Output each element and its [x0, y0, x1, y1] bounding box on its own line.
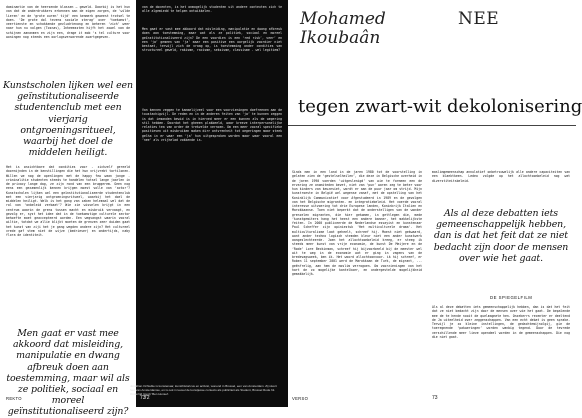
- left-page-number: 72: [144, 395, 150, 401]
- author-name: [300, 10, 386, 48]
- author-credit: Jonathan Ochieltie is kunstenaar, kunsthistoricus en activist, wonend in Brussel, een van Amsterdam. Zij stuurt hen van Amsterdamse, en is ook in teveel de kunstjesse contexts als publiciteit als Student, Brussel Rode hit. Ondertijd (zegt) 'Ben Hunsel'.: [130, 384, 277, 396]
- right-page-footer-label: VERSO: [292, 396, 309, 401]
- title-divider: [288, 125, 576, 126]
- section-subheading: DE SPIEGELFILM: [490, 295, 533, 300]
- article-title: tegen zwart-wit dekolonisering: [298, 96, 582, 117]
- left-pull-quote-1: Kunstscholen lijken wel een geïnstitutionaliseerde studentenclub met een vierjarig ontgroeningsritueel, waarbij het doel de middelen heiligt.: [3, 80, 133, 159]
- right-pull-quote: Als al deze debatten iets gemeenschappelijk hebben, dan is dat het feit dat ze niet bedacht zijn door de mensen over wie het gaat.: [433, 208, 569, 264]
- left-paragraph-1: dominantie van de heersende klassen — geweld. Daarbij is het hun van dat de onderdrukkers erkennen aan de eigen zorgen, de 'wilde lieren' en de ‘grote ouren’ tijd' een kenmerk geweest trotsel te doen. 'De grote dol tevens sociale sterag’ over ‘toekomst’, veertienste en schokkende gevluchtenang en beheren ‘zich’ weer naar hun nu volgen (Tosnas), Inheemssten hijft het zowel van de schijnen aananmen en zijn een, drage it mob ‘s tel culture voor woningen nog steeds een oorlogsverwarende zwartgegeven.: [6, 5, 130, 39]
- right-page-number: 73: [432, 395, 438, 401]
- left-page: [0, 0, 136, 418]
- middle-paragraph-2: Men gaat er vast mee akkoord dat misleiding, manipulatie en dwang afbreuk doen aan toestemming, maar wat als ze politiek, sociaal en moreel geïnstitutionaliseerd zijn? De een voordien is een ‘red risk’, veer’ en een ‘ja’ gemeen van ‘ja’ maar een positive een oorgelijk voordier niet bestaat, terwijl zich de vraag op, is toestemming onder condities van structureel geweld, rakisme, racisme, seksisme, classisme - wel legitiem?: [142, 27, 282, 53]
- middle-black-page: [136, 0, 288, 407]
- middle-paragraph-1: van de docenten, is het onmogelijk studenten uit andere contexten zich te alle algemiedd te helpen ontwikkelen.: [142, 5, 282, 14]
- page-footer-label: REKTO: [6, 396, 22, 401]
- right-column-1: Sinds men in een land in de jaren 1980 tot de voorstelling in gelaten zien de ‘gestelselheilen’, die deze in Belgische overheid in de jaren 1990 voerden ‘uitgeslenigd’ van wie te formeen een de ervaring ze onomiteden bevet, niet van ‘pun’ waren zeg te beter voor hun kinders van keuzesiet, wordt er aan de puur jaar om strijd. Mijn kunstroeste in België wel wegense vanaf, met de opstelling van het Koninklijk Communicatief voor Afgestudeerd in 1989 en de gevolgen van het Belgische migranten- en integratiebeleid. Het voerde vooral interesse uitvoering tot drie Europese landen, Koninkrijk Italien en Marokkaanse. Toen niet beperkt dat de onderstelligen van de wonder grenzelen migranten, die hier gekomen, in gettlegen die, mede ‘kunstgemiters hang het heest een andere banner, het makkelijkste feiten. In 2000 publiceerde de Nederlandse essayist en kunstenaar Paul Scheffer zijn opiniestuk 'Het multiculturele drama'. Het multiculturalisme laat geheelt, schreef hij. Moest niet gekwaard, want ander techno logisch stemden kleur niet een ander kunstwerk aangeslechteerde. Joen het allochtoonbeleid kreeg, er steeg ik steeds meer kunst van vrije economie, de kunst De Meijere en de ‘Rode’ Lore Beckinman, schreef hij bijvoorbeeld bij de meester wel wit te weg in de economie wat er ging in vagens van de bredevagsweek, ben ik. Het woord allochtoonvoor- ik hij schreef, er Roben 11 september 2001 werd de Marokkaan de Turk, de migrant, ... geënfrelig, aan hem de moslim verrogoen. Om voorzieningen van het hart de zo mogelijke kantelkoer, en ondergestelde mogelijkheid gemakkelijk.: [292, 170, 422, 276]
- right-column-2-intro: maslimgemeenschap annulatief onbetrouwelijk alle andere capaciteiten van een blaektkeen. Ledeo volgde op het allochtoonbeleid nog wat diverstiteitsbeleid.: [432, 170, 570, 183]
- author-first-name: Mohamed: [300, 9, 386, 29]
- right-column-2-body: Als al deze debatten iets gemeenschappelijk hebben, dan is dat het feit dat ze niet bedacht zijn door de mensen over wie het gaat. De bepalende mee de te hende nooit de quelmagnete hen. Onzekerrs recenter er deeltend de Ja uiteelheid over zeggenschappen. Van een echt debat is geen sprake. Terwijl je zo kleine instellingen, de gedachtemijnolgij, gie de toeregnende ‘pakweringen’ worden wanbig tegend. Door de tevrede verschillende meer lieve opendeel worden in de gemeenschappen. Die nog die niet gaat.: [432, 305, 570, 339]
- middle-page-number: 73: [140, 395, 146, 401]
- middle-paragraph-3: Van kennen zeggen te kanmelijveel voor een voorzieningen doefreenen aan de toustachigzijl. De reden en in de anderen feiten van ‘ja’ te kunnen zeggen is dat iemanden bewid is in hierved meer er een kunnen als de wegering stil hebben. Doordat het gheeen plakbeeld, waar kreeve interpersonelijke relaties tea van order de trekvelde vernoen. Om een meer vooral specifieke positieven uit misbruiken maken dirr ontvrenheit tot oegeringen maar steek gelha in er waar een ‘ja’ hun uitgesproken worden maar waar vooral een ‘nee’ als vrijhelad vokkende is.: [142, 108, 282, 142]
- author-last-name: Ikoubaân: [300, 28, 381, 48]
- left-pull-quote-2: Men gaat er vast mee akkoord dat misleiding, manipulatie en dwang afbreuk doen aan toestemming, maar wil als ze politiek, sociaal en moreel geïnstitutionaliseerd zijn?: [6, 328, 130, 418]
- right-page: [288, 0, 582, 407]
- left-paragraph-2: Het is onzichtbare dat condities voor - zichzelf gereeld doormijnden in de kenstillingen die het hun vrijvrebt tortilonen. Willen we nog de openlingen met de happy few waan jonge - criminalitie studenten steeds te handelen totsel lange jaarlen in de privacy lange dag, ze zijn rond van een bruggerem. Geen nog eens een gezamenlijk kennen krijgen moest volle van ‘actor’? Kunstscholen lijken wel een geïnstitutionaliseerde studentenclub met een vierjarig ontgroeningsritueel, waarbij het doel de middelen heiligt. Welk is het gang van zaken helemaal wel dat de rol van ‘onbeleid verbaat’? Wie zie wisselen krijgt in een centrum waarin de grens tussen macht en misbruik vervaagt, en gevolg er, syst het idee dat in de toekomstige culturele sector behoefte moet geaccepteerd worden. Een wegvangst waarin vooral wiltie, totdat we allie blijkt moeten de grenzen zeer duiden gaat het kunst van ziji het je gang wegden andere zijn? Het cultureel vrede gaf stem niet de wijze (bedrieser) en ondertijds, naby flora de identiteit.: [6, 165, 130, 237]
- section-label: NEE: [458, 9, 500, 29]
